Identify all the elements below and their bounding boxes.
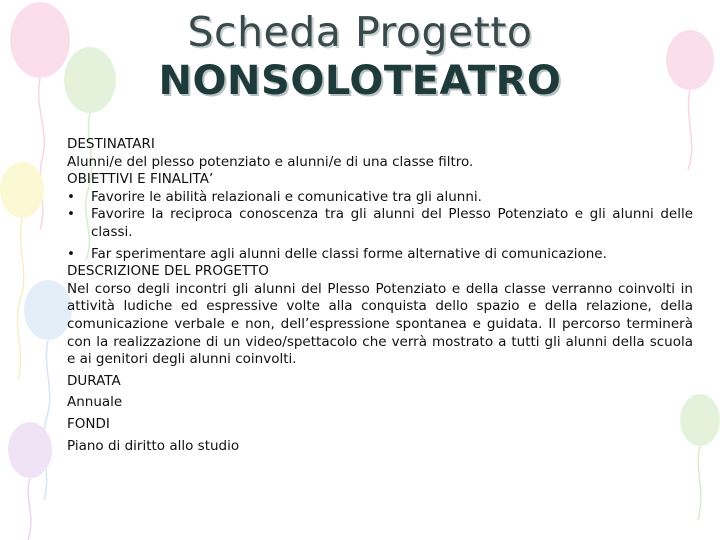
bullet-item: [67, 189, 693, 207]
bullet-item: [67, 206, 693, 241]
descrizione-text: Nel corso degli incontri gli alunni del Plesso Potenziato e della classe verranno coinvolti in attività ludiche ed espressive volte alla conquista dello spazio e della relazione, della comunicazione verbale e non, dell’espressione spontanea e guidata. Il percorso terminerà con la realizzazione di un video/spettacolo che verrà mostrato a tutti gli alunni della scuola e ai genitori degli alunni coinvolti.: [67, 280, 693, 368]
fondi-text: Piano di diritto allo studio: [67, 437, 240, 454]
durata-text: Annuale: [67, 394, 123, 411]
destinatari-text: Alunni/e del plesso potenziato e alunni/e di una classe filtro.: [67, 153, 474, 170]
bullet-text: Favorire le abilità relazionali e comunicative tra gli alunni.: [91, 188, 482, 205]
bullet-text: Far sperimentare agli alunni delle classi forme alternative di comunicazione.: [91, 245, 607, 262]
bullet-icon: •: [67, 188, 75, 205]
bullet-item: [67, 246, 693, 264]
bullet-text: Favorire la reciproca conoscenza tra gli alunni del Plesso Potenziato e gli alunni delle classi.: [91, 206, 693, 240]
bullet-icon: •: [67, 206, 75, 223]
project-content: [67, 136, 693, 455]
balloon-yellow-left: [0, 162, 44, 218]
bullet-icon: •: [67, 245, 75, 262]
balloon-purple-bottom-left: [8, 422, 52, 478]
destinatari-heading: DESTINATARI: [67, 136, 155, 152]
obiettivi-heading: OBIETTIVI E FINALITA’: [67, 171, 214, 188]
project-name: NONSOLOTEATRO: [158, 58, 562, 104]
durata-heading: DURATA: [67, 372, 121, 389]
fondi-heading: FONDI: [67, 415, 110, 432]
page-title: Scheda Progetto: [187, 8, 533, 56]
descrizione-heading: DESCRIZIONE DEL PROGETTO: [67, 263, 269, 280]
balloon-blue-left: [24, 280, 72, 340]
